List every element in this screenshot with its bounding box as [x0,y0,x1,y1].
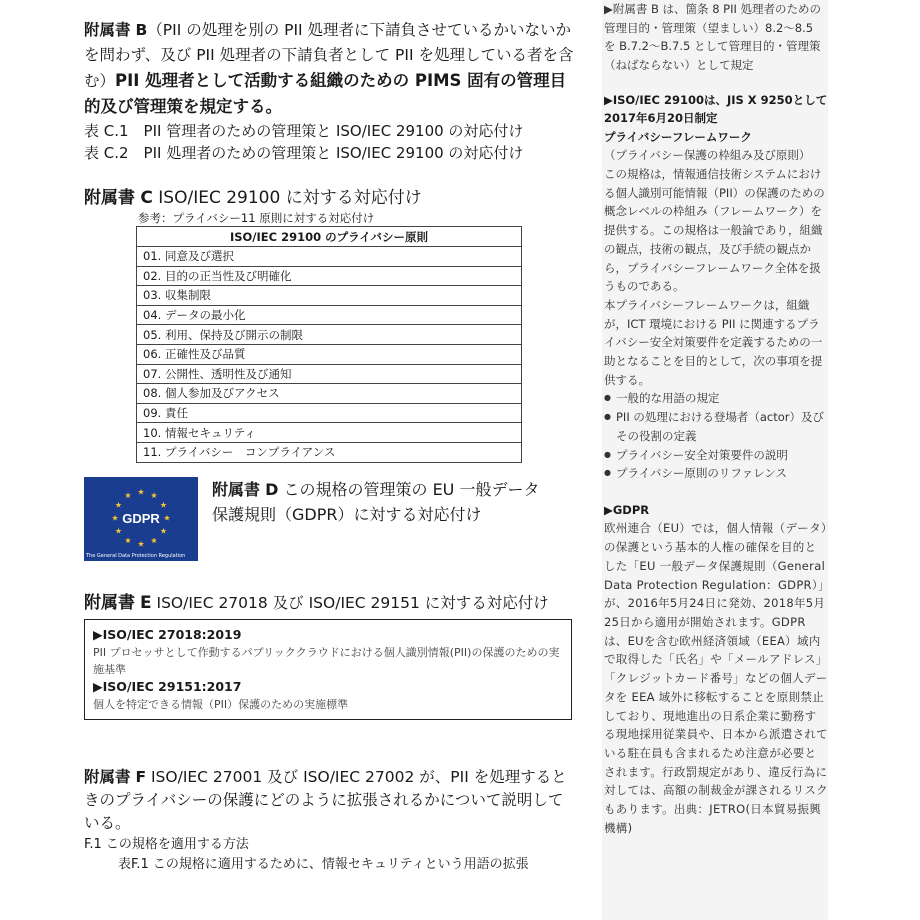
annex-c-heading [84,186,574,210]
principle-cell: 04. データの最小化 [137,305,522,325]
list-item: ● プライバシー原則のリファレンス [604,464,828,483]
principle-cell: 02. 目的の正当性及び明確化 [137,266,522,286]
annex-b-table-2: 表 C.2 PII 処理者のための管理策と ISO/IEC 29100 の対応付け [84,144,524,162]
standards-box [84,619,572,720]
gdpr-logo-caption: The General Data Protection Regulation [86,552,186,559]
annex-e-label: 附属書 [84,592,135,613]
table-row [137,266,522,286]
sidebar-framework-sub: （プライバシー保護の枠組み及び原則） [604,148,811,163]
table-row [137,305,522,325]
gdpr-logo-text: GDPR [122,510,160,526]
star-icon [115,501,121,507]
standard-desc: 個人を特定できる情報（PII）保護のための実施標準 [93,697,349,711]
principles-table-wrap [136,210,522,463]
table-row [137,403,522,423]
standard-title: ▶ISO/IEC 27018:2019 [93,626,242,642]
gdpr-stars-icon [84,477,198,561]
sidebar-iso29100-heading: ▶ISO/IEC 29100は、JIS X 9250として2017年6月20日制定 [604,92,828,126]
annex-d-title-1: この規格の管理策の EU 一般データ [283,479,540,499]
annex-d-label: 附属書 [212,479,261,499]
annex-e-letter: E [139,592,152,613]
annex-c-label: 附属書 [84,188,135,208]
principle-cell: 05. 利用、保持及び開示の制限 [137,325,522,345]
principle-cell: 09. 責任 [137,403,522,423]
principle-cell: 08. 個人参加及びアクセス [137,384,522,404]
star-icon [151,537,157,543]
list-item: ● PII の処理における登場者（actor）及びその役割の定義 [604,408,828,445]
star-icon [164,514,170,520]
table-row [137,423,522,443]
annex-d-letter: D [265,479,279,499]
annex-b-lead: PII 処理者として活動する組織のための PIMS 固有の管理目的及び管理策を規定する。 [84,71,567,116]
table-row [137,384,522,404]
sidebar-bullet-list [604,389,828,483]
annex-c-section [84,186,574,463]
star-icon [138,488,144,494]
star-icon [125,537,131,543]
list-item: ● プライバシー安全対策要件の説明 [604,446,828,465]
standard-desc: PII プロセッサとして作動するパブリッククラウドにおける個人識別情報(PII)の保護のための実施基準 [93,645,560,676]
star-icon [160,527,166,533]
sidebar-framework-body-2: 本プライバシーフレームワークは，組織が，ICT 環境における PII に関連するプライバシー安全対策要件を定義するための一助となることを目的として，次の事項を提供する。 [604,297,823,387]
table-row [137,247,522,267]
annex-b-paragraph [84,18,574,120]
annex-f-body: ISO/IEC 27001 及び ISO/IEC 27002 が、PII を処理するときのプライバシーの保護にどのように拡張されるかについて説明している。 [84,767,567,832]
annex-b-intro: （PII の処理を別の PII 処理者に下請負させているかいないかを問わず、及び PII 処理者の下請負者として PII を処理している者を含む） [84,21,574,90]
sidebar-gdpr-heading: ▶GDPR [604,502,650,517]
sidebar-note-b: ▶附属書 B は、箇条 8 PII 処理者のための管理目的・管理策（望ましい）8.2～8.5 を B.7.2～B.7.5 として管理目的・管理策（ねばならない）として規定 [604,2,822,73]
table-row [137,344,522,364]
sidebar-gdpr-body: 欧州連合（EU）では，個人情報（データ）の保護という基本的人権の確保を目的とした「EU 一般データ保護規則（General Data Protection Regulation：GDPR）」が、2016年5月24日に発効、2018年5月25日から適用が開始されます。GDPRは、EUを含む欧州経済領域（EEA）域内で取得した「氏名」や「メールアドレス」「クレジットカード番号」などの個人データを EEA 域外に移転することを原則禁止しており、現地進出の日系企業に勤務する現地採用従業員や、日本から派遣されている駐在員も含まれるため注意が必要とされます。行政罰規定があり、違反行為に対しては、高額の制裁金が課されるリスクもあります。出典：JETRO(日本貿易振興機構) [604,521,828,835]
gdpr-logo [84,477,198,561]
annex-f-section [84,766,574,875]
star-icon [160,501,166,507]
principles-table-caption: 参考：プライバシー11 原則に対する対応付け [138,211,375,225]
sidebar-framework-heading: プライバシーフレームワーク [604,129,752,144]
table-row [137,286,522,306]
principles-table-header: ISO/IEC 29100 のプライバシー原則 [137,227,522,247]
annex-e-title: ISO/IEC 27018 及び ISO/IEC 29151 に対する対応付け [156,593,549,612]
star-icon [115,527,121,533]
principle-cell: 11. プライバシー コンプライアンス [137,442,522,462]
principle-cell: 07. 公開性、透明性及び通知 [137,364,522,384]
annex-c-title: ISO/IEC 29100 に対する対応付け [158,188,422,208]
annex-b-section [84,18,574,164]
table-row [137,325,522,345]
star-icon [151,492,157,498]
annex-e-heading [84,591,574,615]
principle-cell: 03. 収集制限 [137,286,522,306]
sidebar-framework-body-1: この規格は，情報通信技術システムにおける個人識別可能情報（PII）の保護のための概念レベルの枠組み（フレームワーク）を提供する。この規格は一般論であり，組織の観点，技術の観点，及び手続の観点から，プライバシーフレームワーク全体を扱うものである。 [604,167,825,294]
annex-f-label: 附属書 [84,767,131,786]
annex-b-table-1: 表 C.1 PII 管理者のための管理策と ISO/IEC 29100 の対応付け [84,122,524,140]
annex-d-title-2: 保護規則（GDPR）に対する対応付け [212,504,482,524]
table-row [137,442,522,462]
annex-b-letter: B [135,21,148,39]
annex-c-letter: C [140,188,153,208]
list-item: ● 一般的な用語の規定 [604,389,828,408]
annex-f-paragraph [84,766,574,835]
annex-d-section [84,477,574,563]
principle-cell: 10. 情報セキュリティ [137,423,522,443]
main-column [84,18,574,875]
annex-f-item: F.1 この規格を適用する方法 [84,836,249,852]
principles-table [136,226,522,463]
principle-cell: 01. 同意及び選択 [137,247,522,267]
star-icon [112,514,118,520]
principle-cell: 06. 正確性及び品質 [137,344,522,364]
annex-d-heading [212,477,572,527]
star-icon [138,540,144,546]
annex-f-letter: F [135,767,147,786]
annex-e-section [84,591,574,720]
annex-b-label: 附属書 [84,21,131,39]
sidebar-notes [602,0,828,920]
standard-title: ▶ISO/IEC 29151:2017 [93,678,242,694]
annex-f-sub-item: 表F.1 この規格に適用するために、情報セキュリティという用語の拡張 [118,856,529,872]
table-row [137,364,522,384]
star-icon [125,492,131,498]
